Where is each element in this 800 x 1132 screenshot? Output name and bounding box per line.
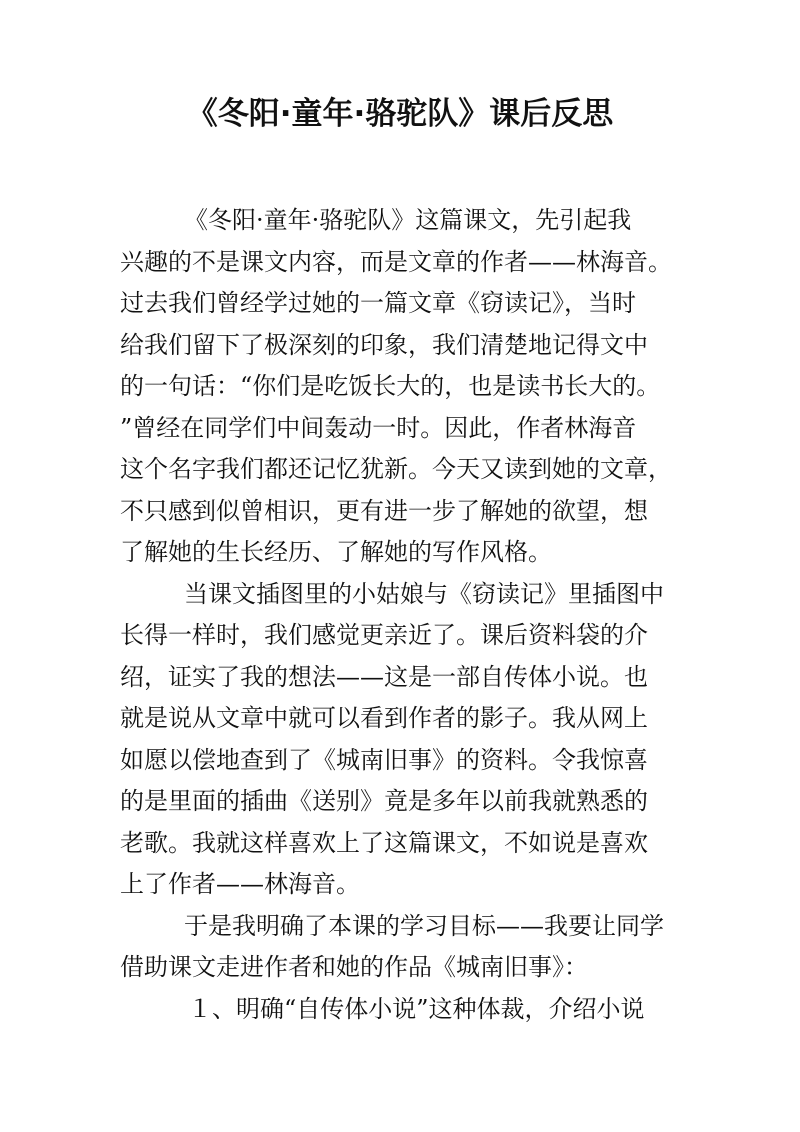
paragraph-line: 过去我们曾经学过她的一篇文章《窃读记》，当时 [120,289,636,317]
paragraph-line: 绍，证实了我的想法——这是一部自传体小说。也 [120,662,648,691]
paragraph-line: 长得一样时，我们感觉更亲近了。课后资料袋的介 [120,621,648,649]
paragraph-line: 给我们留下了极深刻的印象，我们清楚地记得文中 [120,330,648,359]
paragraph-line: 就是说从文章中就可以看到作者的影子。我从网上 [120,704,648,732]
paragraph-line: 当课文插图里的小姑娘与《窃读记》里插图中 [184,579,664,608]
paragraph-line: 借助课文走进作者和她的作品《城南旧事》： [120,953,588,981]
paragraph-line: ”曾经在同学们中间轰动一时。因此，作者林海音 [120,413,637,442]
paragraph-line: 上了作者——林海音。 [120,870,360,898]
list-item-line: １、明确“自传体小说”这种体裁，介绍小说 [188,994,645,1023]
paragraph-line: 这个名字我们都还记忆犹新。今天又读到她的文章， [120,455,672,483]
paragraph-line: 于是我明确了本课的学习目标——我要让同学 [184,911,664,940]
document-body [120,200,680,1030]
paragraph-line: 兴趣的不是课文内容，而是文章的作者——林海音。 [120,247,672,276]
paragraph-line: 老歌。我就这样喜欢上了这篇课文，不如说是喜欢 [120,828,648,857]
paragraph-line: 的一句话：“你们是吃饭长大的，也是读书长大的。 [120,372,661,400]
paragraph-line: 如愿以偿地查到了《城南旧事》的资料。令我惊喜 [120,745,648,774]
paragraph-line: 了解她的生长经历、了解她的写作风格。 [120,538,552,566]
paragraph-line: 《冬阳·童年·骆驼队》这篇课文，先引起我 [184,206,632,234]
paragraph-line: 的是里面的插曲《送别》竟是多年以前我就熟悉的 [120,787,648,815]
paragraph-line: 不只感到似曾相识，更有进一步了解她的欲望，想 [120,496,648,525]
page-title: 《冬阳·童年·骆驼队》课后反思 [186,96,614,132]
